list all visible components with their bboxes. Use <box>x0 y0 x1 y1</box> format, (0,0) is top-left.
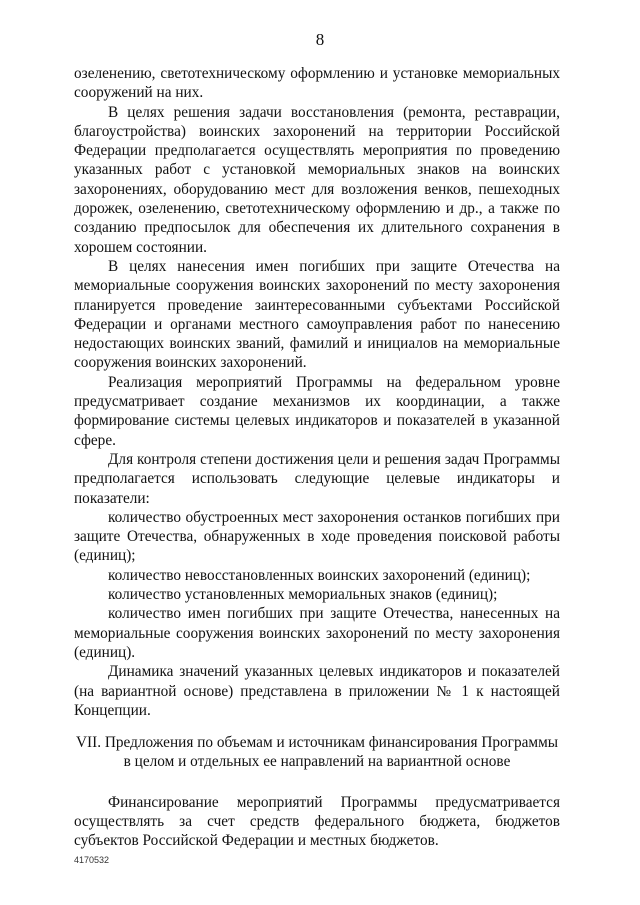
section-heading-line1: VII. Предложения по объемам и источникам финансирования Программы <box>75 734 559 752</box>
section-heading-line2: в целом и отдельных ее направлений на вариантной основе <box>123 753 511 771</box>
document-code: 4170532 <box>74 855 110 865</box>
paragraph-restoration: В целях решения задачи восстановления (ремонта, реставрации, благоустройства) воинских захоронений на территории Российской Федерации предполагается осуществлять мероприятия по проведению указанных работ с установкой мемориальных знаков на воинских захоронениях, оборудованию мест для возложения венков, пешеходных дорожек, озеленению, светотехническому оформлению и др., а также по созданию предпосылок для обеспечения их длительного сохранения в хорошем состоянии. <box>74 103 560 256</box>
document-body <box>74 64 560 851</box>
paragraph-indicators-intro: Для контроля степени достижения цели и решения задач Программы предполагается использовать следующие целевые индикаторы и показатели: <box>74 450 560 507</box>
indicator-item: количество невосстановленных воинских захоронений (единиц); <box>108 566 531 584</box>
paragraph-dynamics: Динамика значений указанных целевых индикаторов и показателей (на вариантной основе) представлена в приложении № 1 к настоящей Концепции. <box>74 663 560 719</box>
indicator-item: количество обустроенных мест захоронения останков погибших при защите Отечества, обнаруженных в ходе проведения поисковой работы (единиц); <box>74 508 560 565</box>
page-number: 8 <box>315 30 325 49</box>
paragraph-implementation: Реализация мероприятий Программы на федеральном уровне предусматривает создание механизмов их координации, а также формирование системы целевых индикаторов и показателей в указанной сфере. <box>74 373 560 449</box>
paragraph-financing: Финансирование мероприятий Программы предусматривается осуществлять за счет средств федерального бюджета, бюджетов субъектов Российской Федерации и местных бюджетов. <box>74 793 560 850</box>
section-heading <box>74 733 560 772</box>
indicator-item: количество установленных мемориальных знаков (единиц); <box>108 586 498 604</box>
paragraph-continuation: озеленению, светотехническому оформлению и установке мемориальных сооружений на них. <box>74 65 560 102</box>
indicator-item: количество имен погибших при защите Отечества, нанесенных на мемориальные сооружения воинских захоронений по месту захоронения (единиц). <box>74 605 560 661</box>
paragraph-names: В целях нанесения имен погибших при защите Отечества на мемориальные сооружения воинских захоронений по месту захоронения планируется проведение заинтересованными субъектами Российской Федерации и органами местного самоуправления работ по нанесению недостающих воинских званий, фамилий и инициалов на мемориальные сооружения воинских захоронений. <box>74 257 560 372</box>
